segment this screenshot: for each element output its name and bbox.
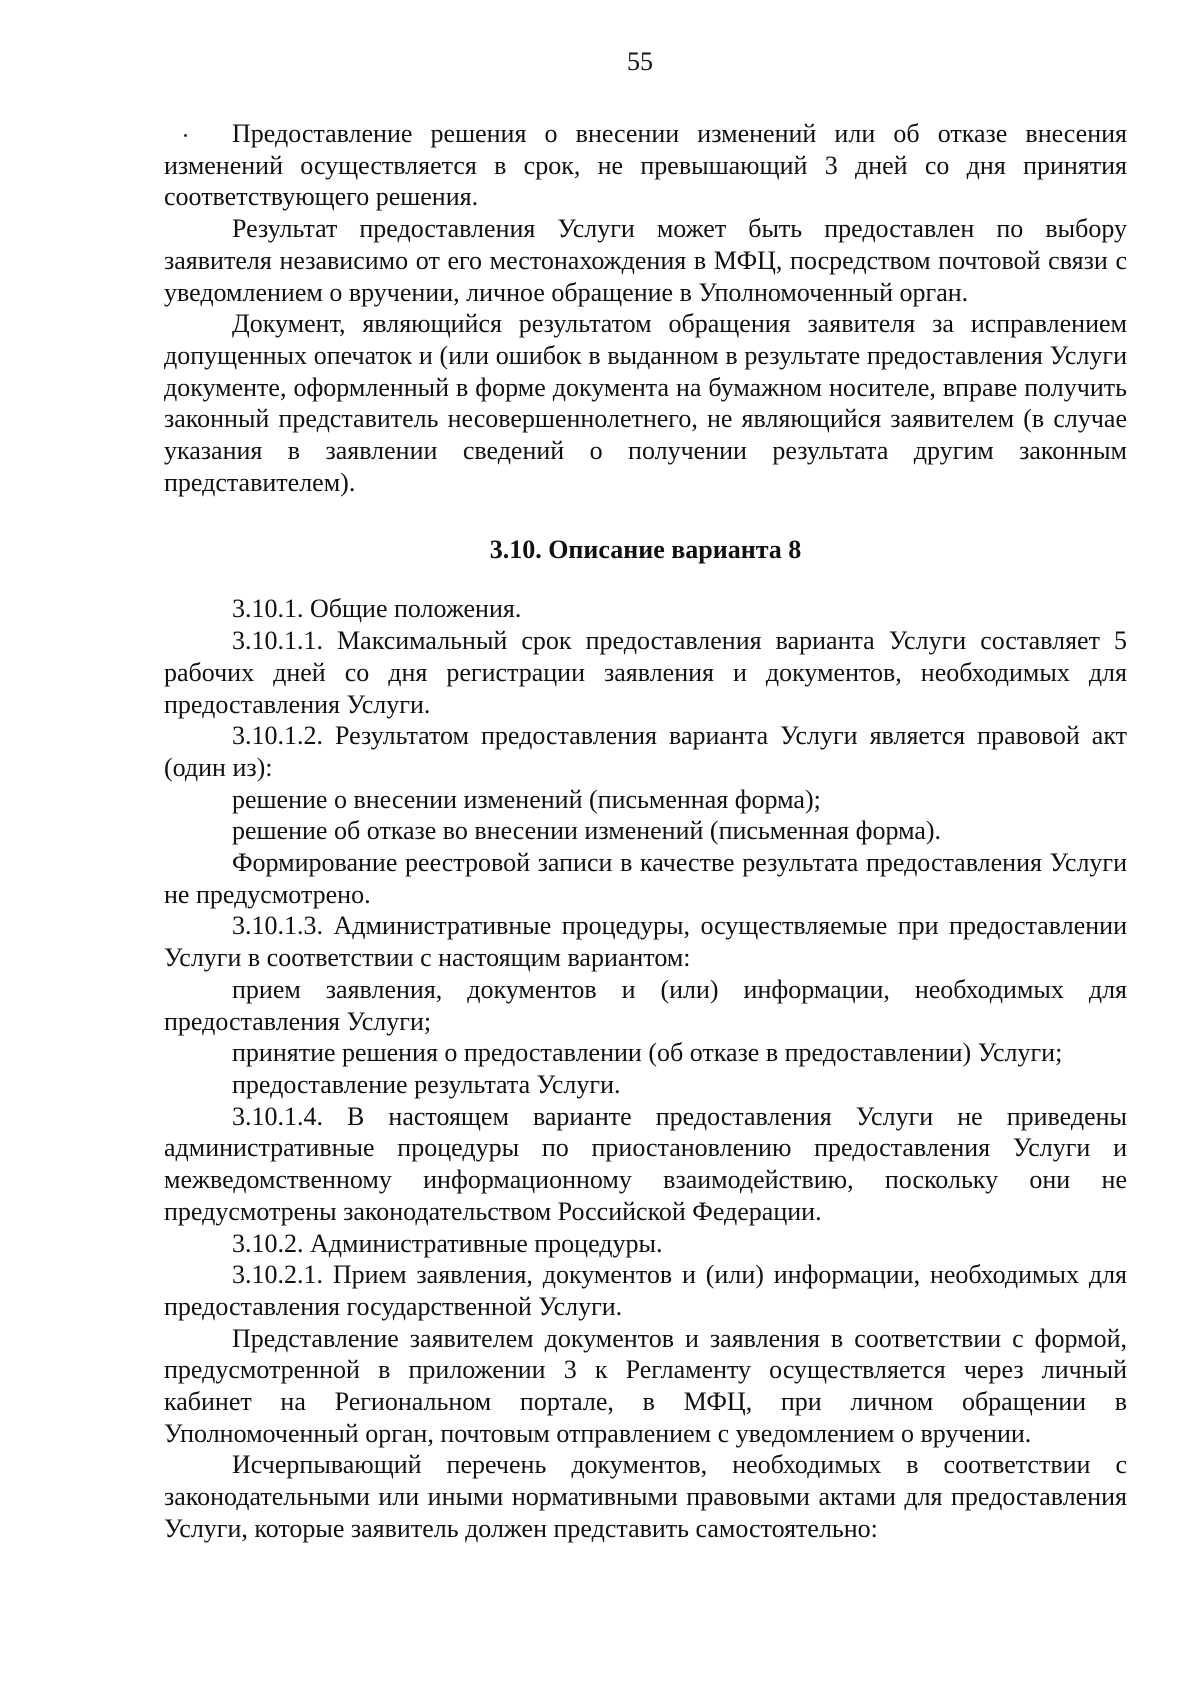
paragraph: Предоставление решения о внесении изменений или об отказе внесения изменений осуществляется в срок, не превышающий 3 дней со дня принятия соответствующего решения. [164, 119, 1127, 212]
paragraph: 3.10.1.1. Максимальный срок предоставления варианта Услуги составляет 5 рабочих дней со дня регистрации заявления и документов, необходимых для предоставления Услуги. [164, 626, 1127, 719]
paragraph: 3.10.2.1. Прием заявления, документов и (или) информации, необходимых для предоставления государственной Услуги. [164, 1260, 1127, 1321]
paragraph: Документ, являющийся результатом обращения заявителя за исправлением допущенных опечаток и (или ошибок в выданном в результате предоставления Услуги документе, оформленный в форме документа на бумажном носителе, вправе получить законный представитель несовершеннолетнего, не являющийся заявителем (в случае указания в заявлении сведений о получении результата другим законным представителем). [164, 309, 1127, 497]
section-heading: 3.10. Описание варианта 8 [489, 535, 802, 565]
spacer [164, 498, 1127, 534]
list-item: принятие решения о предоставлении (об отказе в предоставлении) Услуги; [232, 1038, 1063, 1068]
paragraph: Представление заявителем документов и заявления в соответствии с формой, предусмотренной в приложении 3 к Регламенту осуществляется через личный кабинет на Региональном портале, в МФЦ, при личном обращении в Уполномоченный орган, почтовым отправлением с уведомлением о вручении. [164, 1323, 1127, 1448]
paragraph: 3.10.1.4. В настоящем варианте предоставления Услуги не приведены административные процедуры по приостановлению предоставления Услуги и межведомственному информационному взаимодействию, поскольку они не предусмотрены законодательством Российской Федерации. [164, 1101, 1127, 1226]
paragraph: 3.10.2. Административные процедуры. [232, 1228, 663, 1258]
page-number: 55 [627, 47, 653, 76]
document-body [164, 118, 1127, 1545]
paragraph: 3.10.1.2. Результатом предоставления варианта Услуги является правовой акт (один из): [164, 721, 1127, 782]
spacer [164, 566, 1127, 593]
list-item: предоставление результата Услуги. [232, 1069, 621, 1099]
list-item: решение о внесении изменений (письменная форма); [232, 784, 821, 814]
list-item: решение об отказе во внесении изменений (письменная форма). [232, 816, 942, 846]
paragraph: 3.10.1. Общие положения. [232, 594, 522, 624]
paragraph: 3.10.1.3. Административные процедуры, осуществляемые при предоставлении Услуги в соответствии с настоящим вариантом: [164, 911, 1127, 973]
list-item: прием заявления, документов и (или) информации, необходимых для предоставления Услуги; [164, 974, 1127, 1036]
paragraph: Результат предоставления Услуги может быть предоставлен по выбору заявителя независимо от его местонахождения в МФЦ, посредством почтовой связи с уведомлением о вручении, личное обращение в Уполномоченный орган. [164, 214, 1127, 307]
paragraph: Исчерпывающий перечень документов, необходимых в соответствии с законодательными или иными нормативными правовыми актами для предоставления Услуги, которые заявитель должен представить самостоятельно: [164, 1450, 1127, 1543]
paragraph: Формирование реестровой записи в качестве результата предоставления Услуги не предусмотрено. [164, 848, 1127, 909]
